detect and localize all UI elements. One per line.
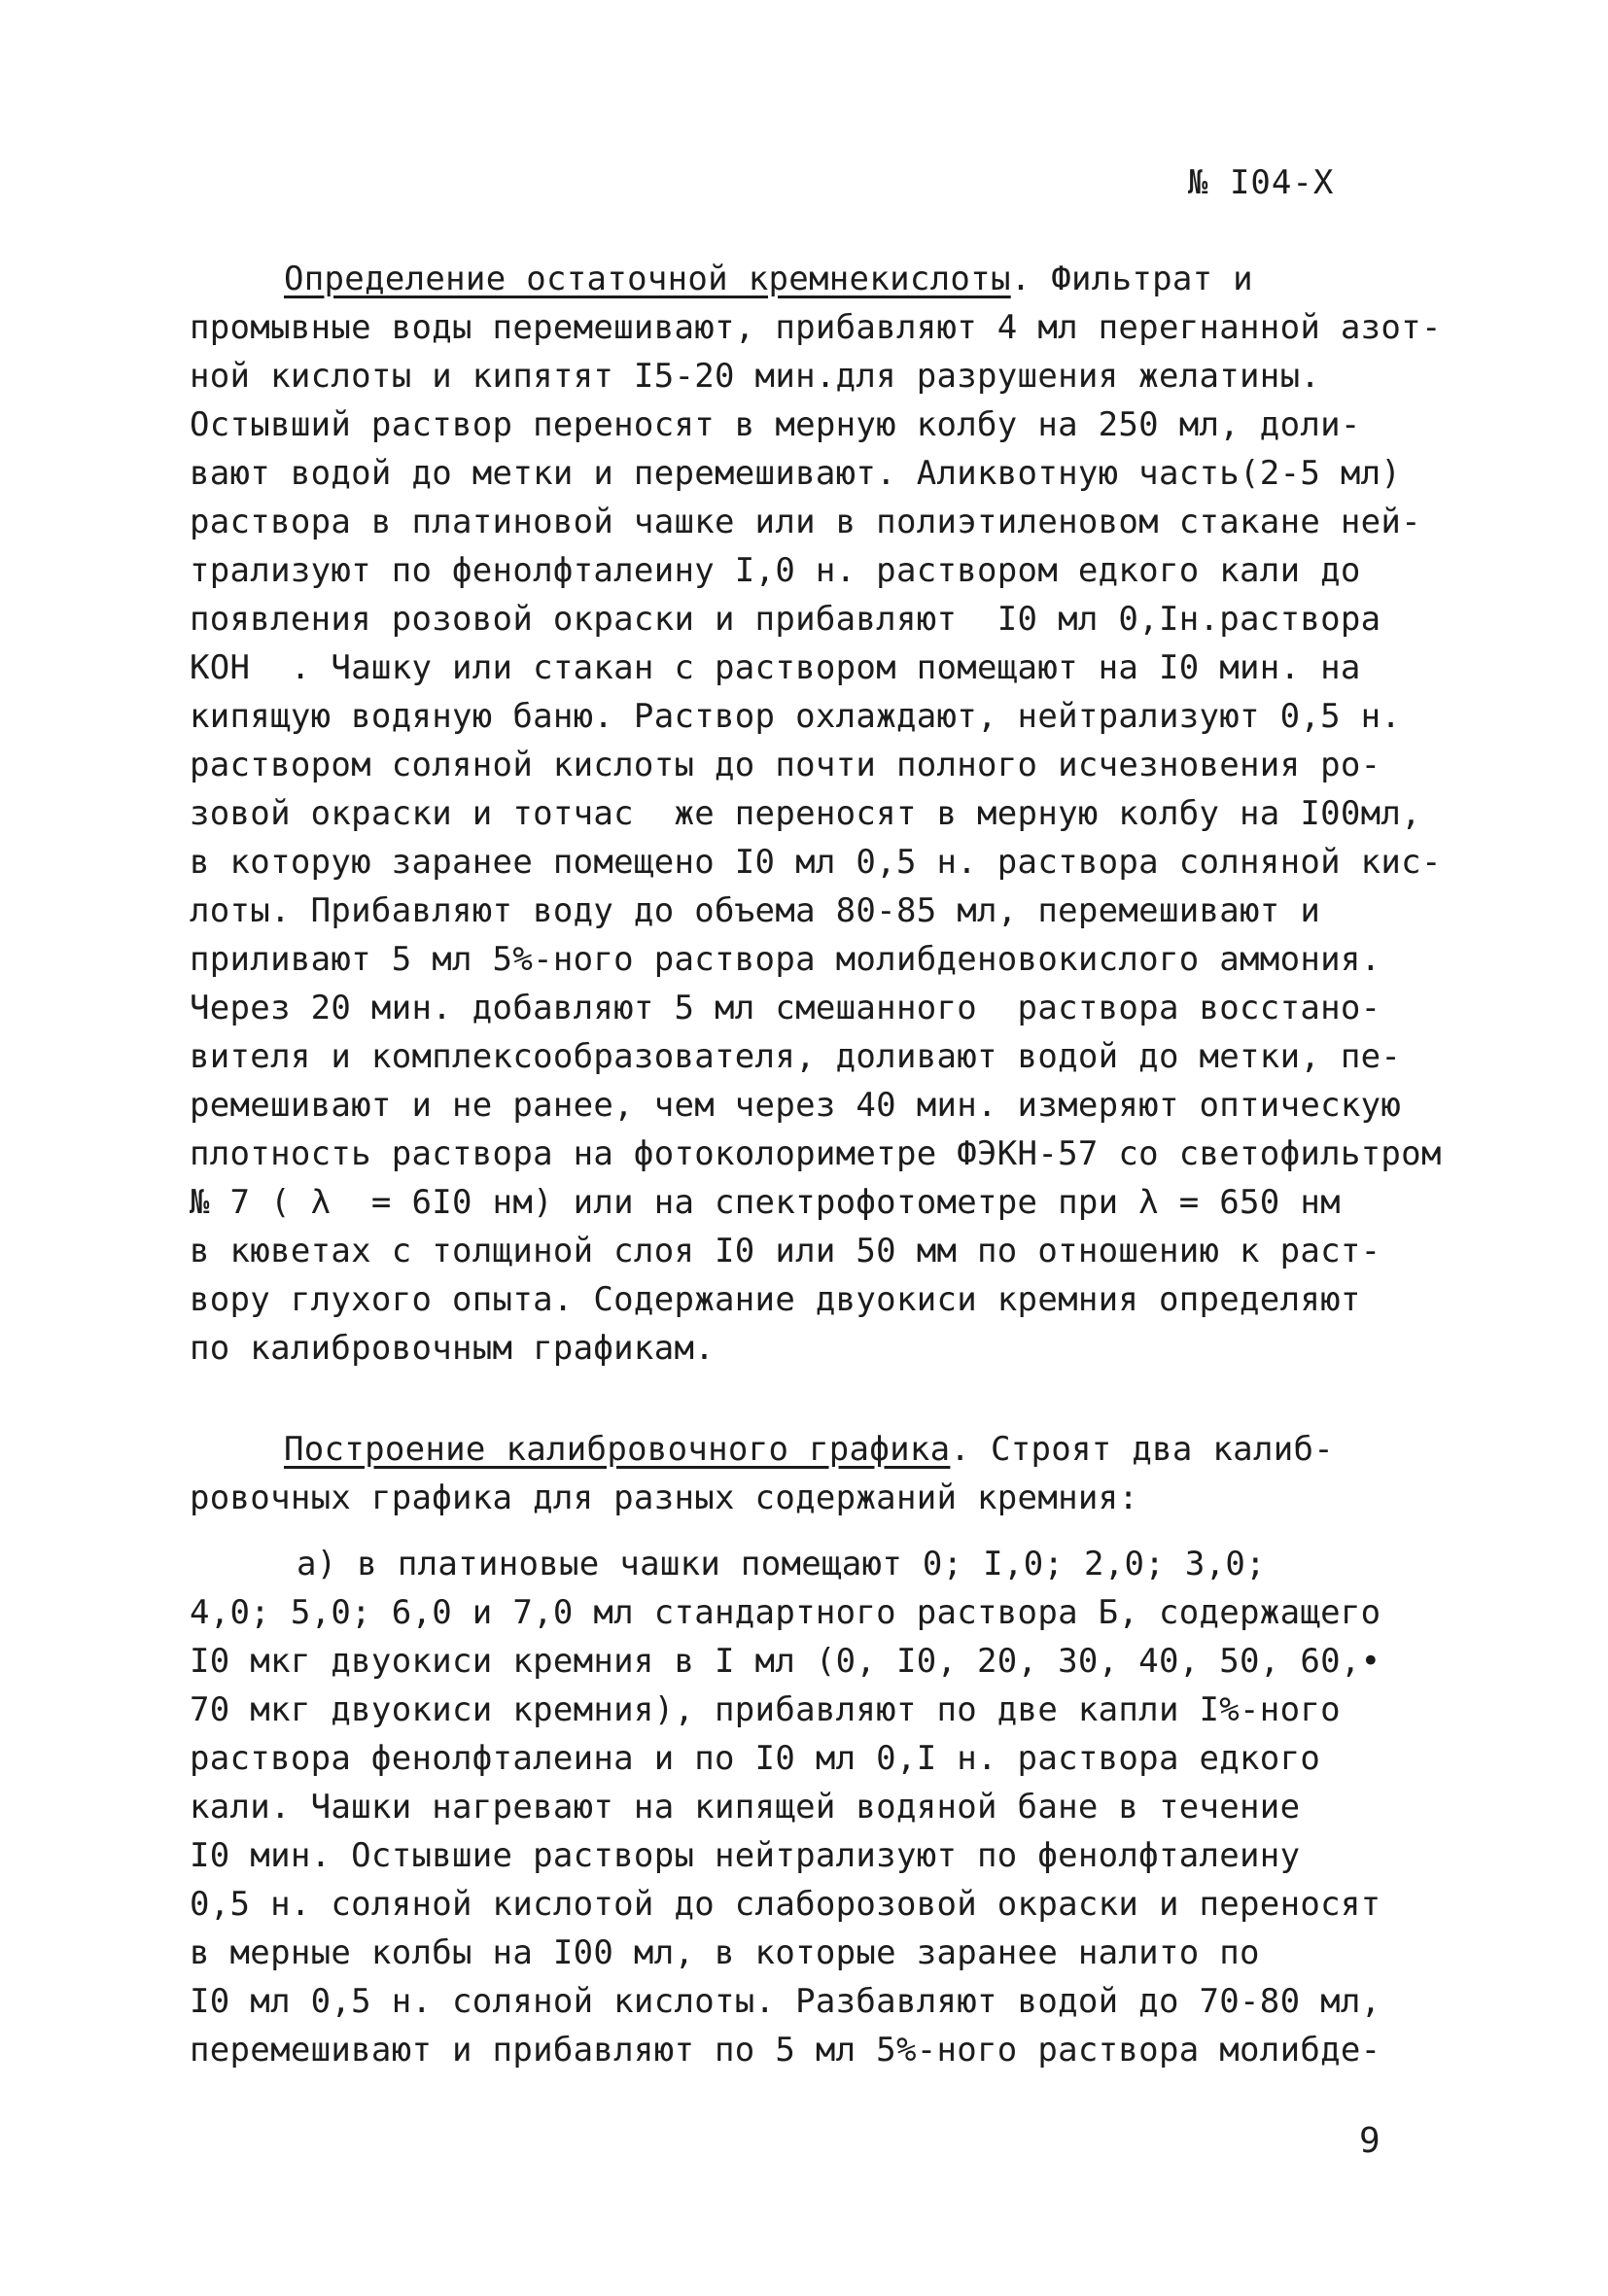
paragraph-text: . Строят два калиб- <box>950 1430 1335 1469</box>
text-line: ной кислоты и кипятят I5-20 мин.для разрушения желатины. <box>190 357 1321 396</box>
text-line: I0 мкг двуокиси кремния в I мл (0, I0, 20, 30, 40, 50, 60,• <box>190 1642 1381 1681</box>
paragraph-text: . Фильтрат и <box>1010 260 1253 298</box>
text-line: ровочных графика для разных содержаний кремния: <box>190 1478 1139 1517</box>
paragraph-first-line <box>190 1425 1453 1474</box>
text-line: плотность раствора на фотоколориметре ФЭКН-57 со светофильтром <box>190 1134 1442 1173</box>
text-line: 70 мкг двуокиси кремния), прибавляют по две капли I%-ного <box>190 1690 1341 1729</box>
text-line: I0 мин. Остывшие растворы нейтрализуют по фенолфталеину <box>190 1836 1301 1875</box>
text-line: в кюветах с толщиной слоя I0 или 50 мм по отношению к раст- <box>190 1232 1381 1270</box>
section-calibration-graph <box>190 1425 1453 1522</box>
text-line: по калибровочным графикам. <box>190 1329 716 1368</box>
text-line: ремешивают и не ранее, чем через 40 мин. измеряют оптическую <box>190 1086 1402 1125</box>
text-line: вают водой до метки и перемешивают. Аликвотную часть(2-5 мл) <box>190 454 1402 493</box>
paragraph-body <box>190 303 1453 1373</box>
paragraph-body <box>190 1474 1453 1522</box>
text-line: раствором соляной кислоты до почти полного исчезновения ро- <box>190 746 1381 784</box>
paragraph-first-line: а) в платиновые чашки помещают 0; I,0; 2,0; 3,0; <box>297 1545 1266 1583</box>
text-line: в которую заранее помещено I0 мл 0,5 н. раствора солняной кис- <box>190 843 1442 882</box>
text-line: I0 мл 0,5 н. соляной кислоты. Разбавляют водой до 70-80 мл, <box>190 1982 1381 2021</box>
text-line: зовой окраски и тотчас же переносят в мерную колбу на I00мл, <box>190 794 1421 833</box>
section-heading: Определение остаточной кремнекислоты <box>284 260 1011 298</box>
text-line: 0,5 н. соляной кислотой до слаборозовой окраски и переносят <box>190 1885 1381 1924</box>
text-line: 4,0; 5,0; 6,0 и 7,0 мл стандартного раствора Б, содержащего <box>190 1593 1381 1632</box>
text-line: кипящую водяную баню. Раствор охлаждают, нейтрализуют 0,5 н. <box>190 697 1402 736</box>
paragraph-body <box>190 1588 1453 2074</box>
text-line: Через 20 мин. добавляют 5 мл смешанного раствора восстано- <box>190 989 1381 1027</box>
text-line: приливают 5 мл 5%-ного раствора молибденовокислого аммония. <box>190 940 1381 979</box>
paragraph-first-line <box>190 255 1453 303</box>
page-number: 9 <box>1359 2121 1381 2161</box>
text-line: появления розовой окраски и прибавляют I0 мл 0,Iн.раствора <box>190 600 1381 639</box>
text-line: промывные воды перемешивают, прибавляют 4 мл перегнанной азот- <box>190 308 1442 347</box>
text-line: вителя и комплексообразователя, доливают водой до метки, пе- <box>190 1037 1402 1076</box>
text-line: перемешивают и прибавляют по 5 мл 5%-ного раствора молибде- <box>190 2031 1381 2070</box>
text-line: вору глухого опыта. Содержание двуокиси кремния определяют <box>190 1280 1361 1319</box>
text-line: раствора в платиновой чашке или в полиэтиленовом стакане ней- <box>190 503 1421 541</box>
text-line: кали. Чашки нагревают на кипящей водяной бане в течение <box>190 1788 1301 1826</box>
text-line: Остывший раствор переносят в мерную колбу на 250 мл, доли- <box>190 405 1361 444</box>
section-residual-silicic-acid <box>190 255 1453 1373</box>
document-number: № I04-X <box>1188 163 1335 202</box>
text-line: КОН . Чашку или стакан с раствором помещают на I0 мин. на <box>190 648 1361 687</box>
text-line: лоты. Прибавляют воду до объема 80-85 мл, перемешивают и <box>190 891 1321 930</box>
text-line: трализуют по фенолфталеину I,0 н. раствором едкого кали до <box>190 551 1361 590</box>
text-line: в мерные колбы на I00 мл, в которые заранее налито по <box>190 1933 1260 1972</box>
section-heading: Построение калибровочного графика <box>284 1430 951 1469</box>
text-line: раствора фенолфталеина и по I0 мл 0,I н. раствора едкого <box>190 1739 1321 1778</box>
section-item-a <box>190 1540 1453 2074</box>
text-line: № 7 ( λ = 6I0 нм) или на спектрофотометре при λ = 650 нм <box>190 1183 1341 1222</box>
